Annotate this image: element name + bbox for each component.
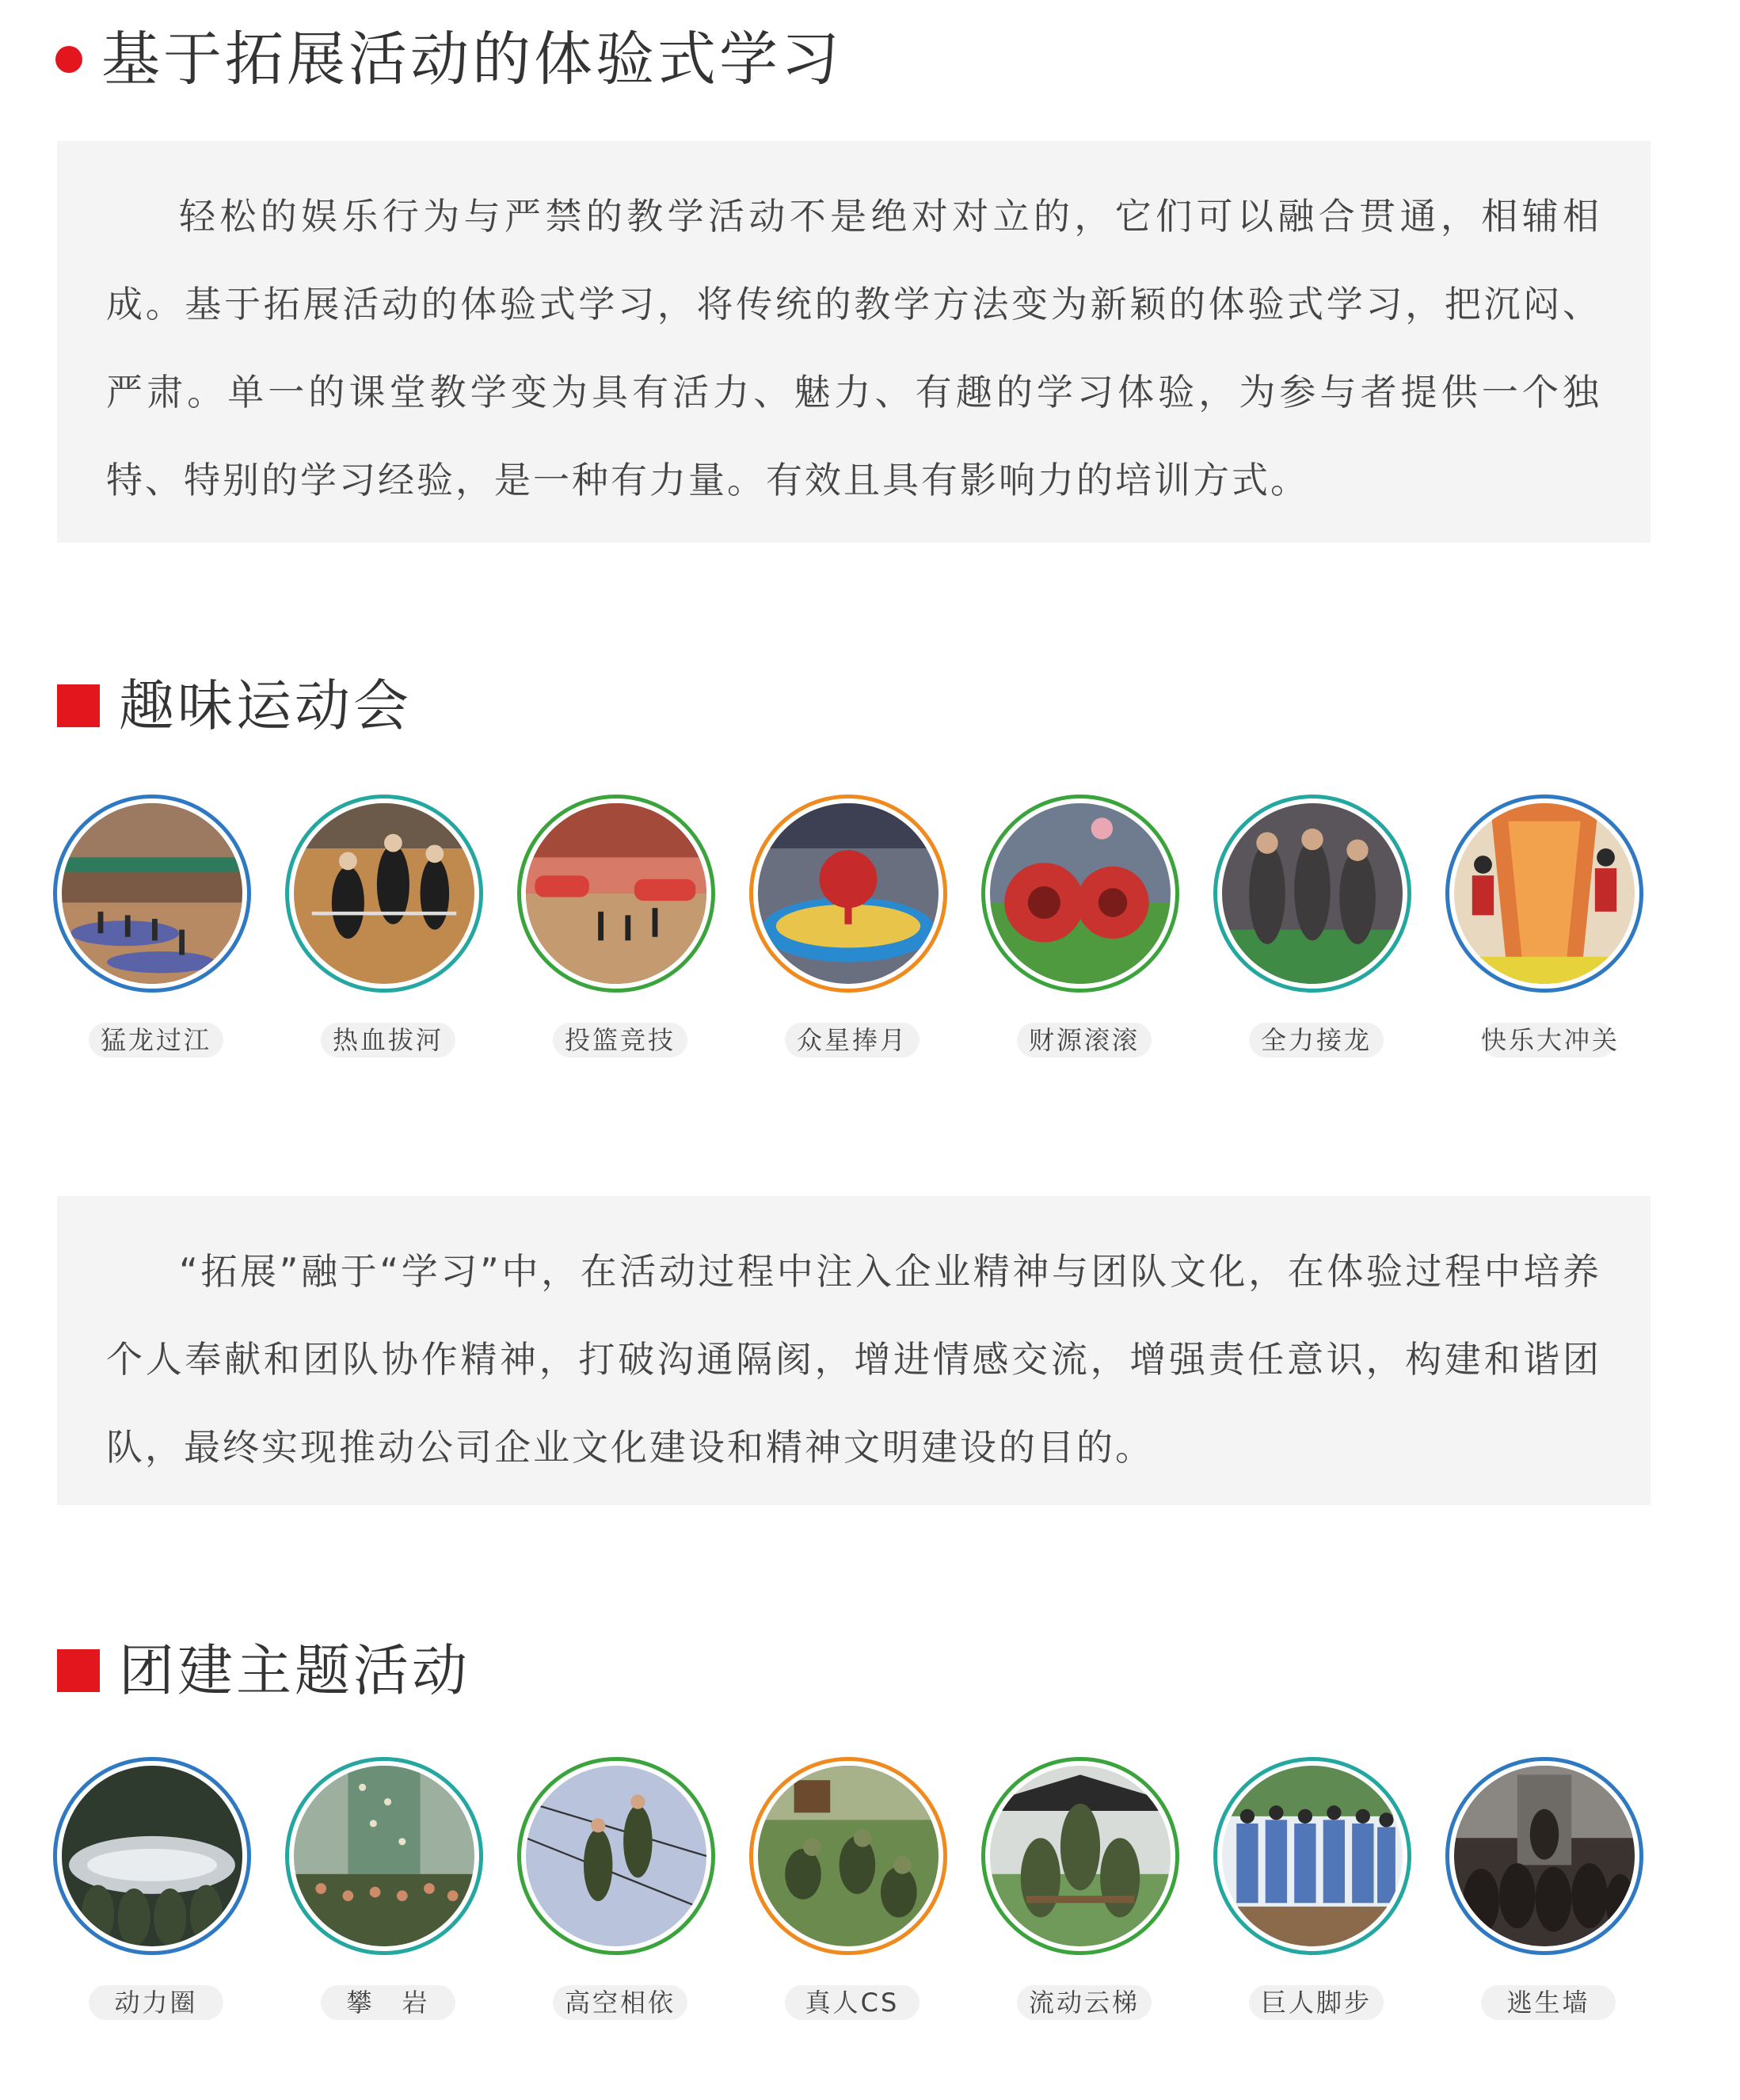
activity-label: 众星捧月 bbox=[785, 1023, 919, 1058]
activity-label: 快乐大冲关 bbox=[1481, 1023, 1616, 1058]
activity-item[interactable] bbox=[517, 1757, 723, 2020]
activity-photo bbox=[990, 803, 1171, 984]
bullet-square-icon bbox=[57, 684, 100, 727]
intro-paragraph: 轻松的娱乐行为与严禁的教学活动不是绝对对立的，它们可以融合贯通，相辅相成。基于拓展活动的体验式学习，将传统的教学方法变为新颖的体验式学习，把沉闷、严肃。单一的课堂教学变为具有活力、魅力、有趣的学习体验，为参与者提供一个独特、特别的学习经验，是一种有力量。有效且具有影响力的培训方式。 bbox=[106, 195, 1601, 501]
section-heading: 团建主题活动 bbox=[119, 1638, 470, 1703]
main-title bbox=[55, 25, 843, 93]
activity-photo bbox=[1454, 1766, 1635, 1946]
activity-item[interactable] bbox=[53, 1757, 259, 2020]
activity-item[interactable] bbox=[1213, 1757, 1419, 2020]
activity-label: 投篮竞技 bbox=[553, 1023, 687, 1058]
photo-ring bbox=[1213, 795, 1411, 993]
activity-photo bbox=[526, 803, 706, 984]
activity-photo bbox=[758, 1766, 939, 1946]
activity-item[interactable] bbox=[517, 795, 723, 1058]
section-title-team bbox=[57, 1638, 470, 1703]
activity-label: 真人CS bbox=[785, 1985, 919, 2020]
section-heading: 趣味运动会 bbox=[119, 673, 412, 738]
activity-label: 攀 岩 bbox=[321, 1985, 455, 2020]
photo-ring bbox=[1213, 1757, 1411, 1955]
photo-ring bbox=[981, 1757, 1179, 1955]
photo-ring bbox=[517, 795, 715, 993]
middle-paragraph: “拓展”融于“学习”中，在活动过程中注入企业精神与团队文化，在体验过程中培养个人奉献和团队协作精神，打破沟通隔阂，增进情感交流，增强责任意识，构建和谐团队，最终实现推动公司企业文化建设和精神文明建设的目的。 bbox=[106, 1250, 1601, 1469]
activity-photo bbox=[1222, 1766, 1403, 1946]
activity-photo bbox=[294, 803, 474, 984]
bullet-dot-icon bbox=[55, 46, 82, 73]
activity-item[interactable] bbox=[285, 1757, 491, 2020]
photo-ring bbox=[981, 795, 1179, 993]
photo-ring bbox=[749, 795, 947, 993]
activity-item[interactable] bbox=[749, 795, 955, 1058]
activity-photo bbox=[1454, 803, 1635, 984]
activity-row-sports bbox=[0, 795, 1740, 1080]
activity-photo bbox=[526, 1766, 706, 1946]
activity-item[interactable] bbox=[1213, 795, 1419, 1058]
activity-photo bbox=[1222, 803, 1403, 984]
activity-row-team bbox=[0, 1757, 1740, 2042]
activity-photo bbox=[990, 1766, 1171, 1946]
intro-text-box bbox=[57, 141, 1651, 543]
photo-ring bbox=[1445, 795, 1643, 993]
activity-label: 巨人脚步 bbox=[1249, 1985, 1384, 2020]
activity-photo bbox=[62, 1766, 242, 1946]
section-title-sports bbox=[57, 673, 412, 738]
photo-ring bbox=[1445, 1757, 1643, 1955]
page-title: 基于拓展活动的体验式学习 bbox=[101, 25, 843, 93]
bullet-square-icon bbox=[57, 1649, 100, 1692]
activity-item[interactable] bbox=[1445, 1757, 1651, 2020]
photo-ring bbox=[53, 795, 251, 993]
activity-label: 全力接龙 bbox=[1249, 1023, 1384, 1058]
activity-photo bbox=[294, 1766, 474, 1946]
activity-item[interactable] bbox=[1445, 795, 1651, 1058]
activity-item[interactable] bbox=[285, 795, 491, 1058]
activity-item[interactable] bbox=[749, 1757, 955, 2020]
photo-ring bbox=[749, 1757, 947, 1955]
activity-photo bbox=[62, 803, 242, 984]
photo-ring bbox=[517, 1757, 715, 1955]
activity-label: 动力圈 bbox=[89, 1985, 223, 2020]
photo-ring bbox=[53, 1757, 251, 1955]
activity-item[interactable] bbox=[981, 1757, 1187, 2020]
middle-text-box bbox=[57, 1196, 1651, 1505]
activity-photo bbox=[758, 803, 939, 984]
activity-label: 流动云梯 bbox=[1017, 1985, 1152, 2020]
photo-ring bbox=[285, 795, 483, 993]
activity-label: 热血拔河 bbox=[321, 1023, 455, 1058]
activity-item[interactable] bbox=[53, 795, 259, 1058]
photo-ring bbox=[285, 1757, 483, 1955]
activity-label: 高空相依 bbox=[553, 1985, 687, 2020]
activity-item[interactable] bbox=[981, 795, 1187, 1058]
activity-label: 猛龙过江 bbox=[89, 1023, 223, 1058]
activity-label: 逃生墙 bbox=[1481, 1985, 1616, 2020]
activity-label: 财源滚滚 bbox=[1017, 1023, 1152, 1058]
